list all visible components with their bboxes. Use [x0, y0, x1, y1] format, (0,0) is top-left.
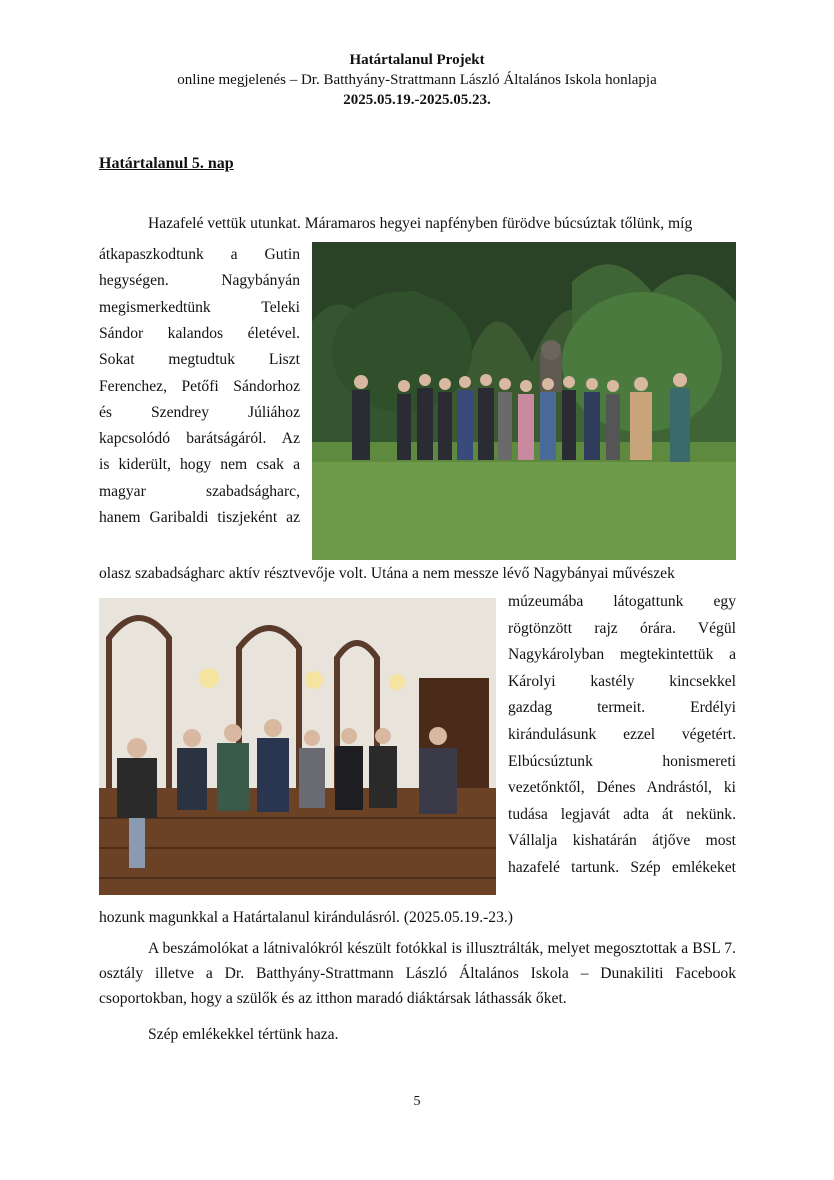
castle-hall-photo-image — [99, 598, 496, 895]
text-line: hazafelé tartunk. Szép emlékeket — [508, 859, 736, 876]
text-line: tudása legjavát adta át nekünk. — [508, 805, 736, 823]
text-line: átkapaszkodtunk a Gutin — [99, 246, 300, 263]
text-line: hanem Garibaldi tiszjeként az — [99, 509, 300, 526]
text-line: Nagykárolyban megtekintettük a — [508, 646, 736, 664]
para3: Szép emlékekkel tértünk haza. — [148, 1026, 339, 1043]
section-title: Határtalanul 5. nap — [99, 155, 234, 172]
text-line: vezetőnktől, Dénes Andrástól, ki — [508, 779, 736, 797]
group-photo-castle-hall — [99, 598, 496, 895]
group-photo-park — [312, 242, 736, 560]
para2: A beszámolókat a látnivalókról készült fotókkal is illusztrálták, melyet megosztottak a BSL 7. osztály illetve a Dr. Batthyány-Strattmann László Általános Iskola – Dunakiliti Facebook csoportokban, hogy a szülők és az itthon maradó diáktársak láthassák őket. — [99, 940, 736, 1007]
header-dates: 2025.05.19.-2025.05.23. — [343, 92, 491, 108]
text-line: megismerkedtünk Teleki — [99, 298, 300, 316]
text-line: magyar szabadságharc, — [99, 482, 300, 500]
text-line: gazdag termeit. Erdélyi — [508, 699, 736, 717]
text-line: Sokat megtudtuk Liszt — [99, 351, 300, 369]
text-line: kapcsolódó barátságáról. Az — [99, 430, 300, 448]
text-line: hegységen. Nagybányán — [99, 272, 300, 290]
text-line: és Szendrey Júliához — [99, 403, 300, 421]
text-line: múzeumába látogattunk egy — [508, 593, 736, 610]
text-line: is kiderült, hogy nem csak a — [99, 456, 300, 474]
header-subtitle: online megjelenés – Dr. Batthyány-Strattmann László Általános Iskola honlapja — [177, 72, 657, 88]
text-line: rögtönzött rajz órára. Végül — [508, 619, 736, 637]
para1-last-line: hozunk magunkkal a Határtalanul kirándulásról. (2025.05.19.-23.) — [99, 909, 513, 926]
para1-full-line: olasz szabadságharc aktív résztvevője volt. Utána a nem messze lévő Nagybányai művészek — [99, 565, 675, 582]
para1-first-line: Hazafelé vettük utunkat. Máramaros hegyei napfényben fürödve búcsúztak tőlünk, míg — [148, 215, 693, 232]
text-line: Ferenchez, Petőfi Sándorhoz — [99, 377, 300, 395]
text-line: Sándor kalandos életével. — [99, 324, 300, 342]
text-line: kirándulásunk ezzel végetért. — [508, 726, 736, 743]
header-title: Határtalanul Projekt — [349, 52, 485, 68]
park-photo-image — [312, 242, 736, 560]
text-line: Elbúcsúztunk honismereti — [508, 752, 736, 770]
text-line: Vállalja kishatárán átjőve most — [508, 832, 736, 850]
page-number: 5 — [413, 1094, 421, 1109]
text-line: Károlyi kastély kincsekkel — [508, 672, 736, 690]
page-header — [0, 50, 834, 110]
